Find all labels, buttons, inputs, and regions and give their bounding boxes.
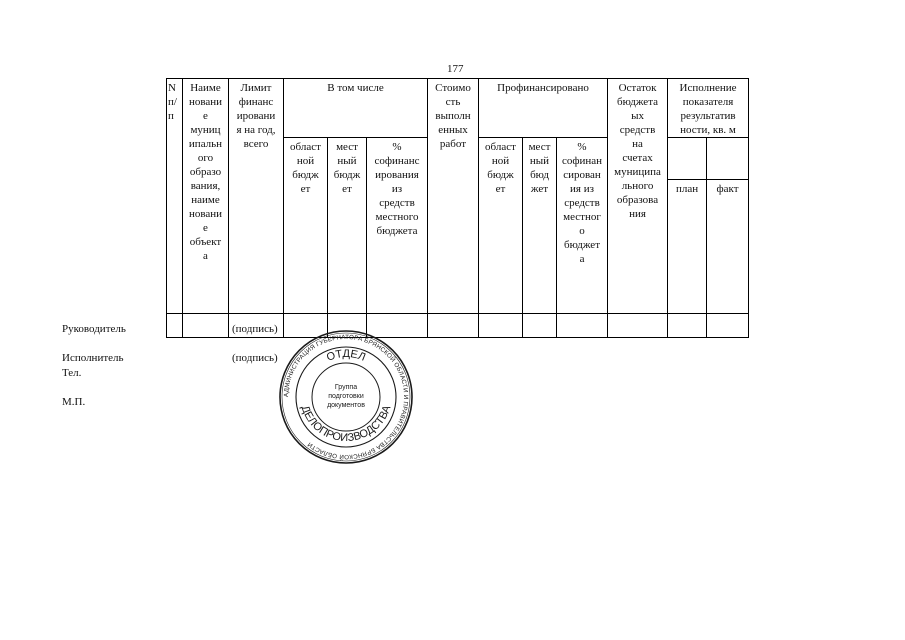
header-financing-limit: Лимит финанс ировани я на год, всего bbox=[229, 79, 284, 314]
header-financed-local: мест ный бюд жет bbox=[523, 138, 557, 314]
header-regional-budget: област ной бюдж ет bbox=[284, 138, 328, 314]
header-financed: Профинансировано bbox=[479, 79, 608, 138]
header-financed-regional: област ной бюдж ет bbox=[479, 138, 523, 314]
header-municipality-name: Наиме новани е муниц ипальн ого образо вания, наиме новани е объект а bbox=[183, 79, 229, 314]
phone-label: Тел. bbox=[62, 367, 82, 379]
header-in-total: В том числе bbox=[284, 79, 428, 138]
table-cell bbox=[668, 314, 707, 338]
page-number: 177 bbox=[447, 63, 464, 75]
head-label: Руководитель bbox=[62, 323, 126, 335]
header-financed-cofinancing-pct: % софинан сирован ия из средств местног о бюджет а bbox=[557, 138, 608, 314]
header-fact: факт bbox=[707, 180, 749, 314]
table-cell bbox=[523, 314, 557, 338]
head-signature-label: (подпись) bbox=[232, 323, 278, 335]
stamp-outer-text: АДМИНИСТРАЦИЯ ГУБЕРНАТОРА БРЯНСКОЙ ОБЛАСТИ И ПРАВИТЕЛЬСТВА БРЯНСКОЙ ОБЛАСТИ bbox=[282, 333, 410, 461]
stamp-center-line2: подготовки bbox=[328, 393, 364, 400]
table-cell bbox=[183, 314, 229, 338]
svg-text:ДЕЛОПРОИЗВОДСТВА bbox=[299, 403, 394, 444]
executor-label: Исполнитель bbox=[62, 352, 124, 364]
stamp-department-text: ОТДЕЛ bbox=[324, 347, 368, 364]
table-cell bbox=[557, 314, 608, 338]
table-cell bbox=[707, 314, 749, 338]
header-local-budget: мест ный бюдж ет bbox=[328, 138, 367, 314]
header-budget-balance: Остаток бюджета ых средств на счетах муниципа льного образова ния bbox=[608, 79, 668, 314]
header-cost-of-work: Стоимо сть выполн енных работ bbox=[428, 79, 479, 314]
table-cell bbox=[428, 314, 479, 338]
table-cell bbox=[608, 314, 668, 338]
header-num: N п/ п bbox=[167, 79, 183, 314]
seal-label: М.П. bbox=[62, 396, 86, 408]
table-cell bbox=[479, 314, 523, 338]
header-cofinancing-pct: % софинанс ирования из средств местного бюджета bbox=[367, 138, 428, 314]
official-stamp bbox=[276, 327, 416, 467]
stamp-center-line1: Группа bbox=[334, 384, 358, 391]
header-indicator-execution: Исполнение показателя результатив ности, кв. м bbox=[668, 79, 749, 138]
stamp-center-line3: документов bbox=[327, 402, 365, 409]
header-plan: план bbox=[668, 180, 707, 314]
report-table bbox=[166, 78, 749, 338]
table-cell bbox=[167, 314, 183, 338]
svg-text:ОТДЕЛ bbox=[325, 348, 367, 364]
stamp-clerical-text: ДЕЛОПРОИЗВОДСТВА bbox=[298, 403, 394, 445]
executor-signature-label: (подпись) bbox=[232, 352, 278, 364]
